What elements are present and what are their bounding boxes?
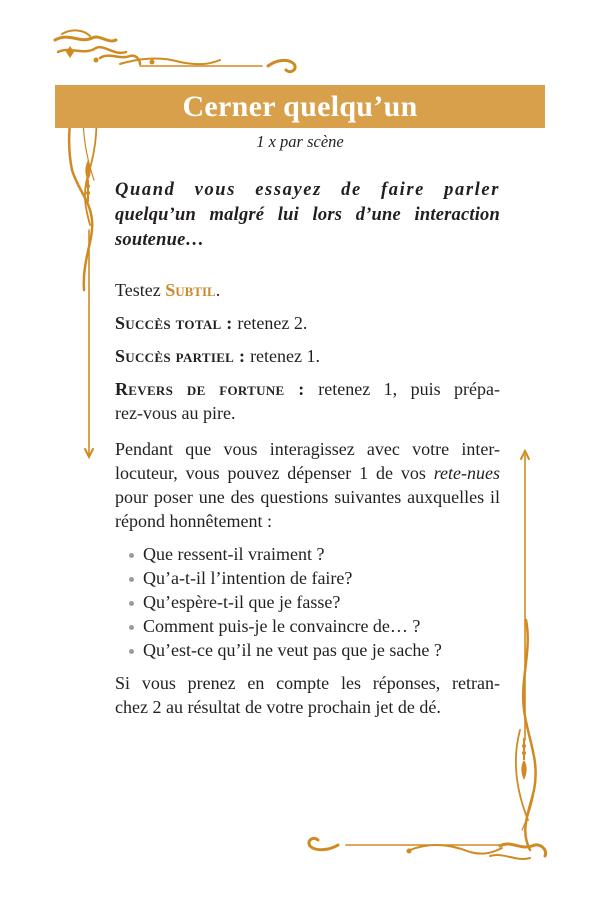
closing-line-2: chez 2 au résultat de votre prochain jet de dé. <box>115 697 441 717</box>
outcome-line-2: rez-vous au pire. <box>115 403 236 423</box>
body-emphasis: rete-nues <box>433 463 500 483</box>
question-item: Comment puis-je le convaincre de… ? <box>125 614 500 638</box>
question-list <box>125 542 500 662</box>
outcome-text: retenez 2. <box>237 313 308 333</box>
outcome-separator: : <box>284 379 319 399</box>
question-item: Qu’est-ce qu’il ne veut pas que je sache ? <box>125 638 500 662</box>
question-item: Qu’a-t-il l’intention de faire? <box>125 566 500 590</box>
question-item: Que ressent-il vraiment ? <box>125 542 500 566</box>
outcome-partial-success <box>115 344 500 368</box>
test-instruction <box>115 278 500 302</box>
closing-line-1: Si vous prenez en compte les réponses, retran- <box>115 673 500 693</box>
move-content <box>115 178 500 728</box>
body-part-2: pour poser une des questions suivantes auxquelles il répond honnêtement : <box>115 487 500 531</box>
test-prefix: Testez <box>115 280 166 300</box>
outcome-label: Revers de fortune <box>115 379 285 399</box>
stat-name: Subtil <box>165 280 216 300</box>
outcome-text: retenez 1. <box>250 346 321 366</box>
retenues-explanation <box>115 437 500 533</box>
outcome-separator: : <box>221 313 238 333</box>
outcome-line-1 <box>115 377 500 401</box>
outcome-label: Succès partiel <box>115 346 235 366</box>
outcome-text: retenez 1, puis prépa- <box>318 379 500 399</box>
outcome-separator: : <box>234 346 251 366</box>
closing-rule <box>115 671 500 719</box>
outcome-full-success <box>115 311 500 335</box>
body-part-1: Pendant que vous interagissez avec votre inter-locuteur, vous pouvez dépenser 1 de vos <box>115 439 500 483</box>
outcome-label: Succès total <box>115 313 222 333</box>
trigger-line-rest: quelqu’un malgré lui lors d’une interaction soutenue… <box>115 205 500 250</box>
move-trigger <box>115 178 500 253</box>
outcome-setback <box>115 377 500 425</box>
move-frequency: 1 x par scène <box>256 132 344 151</box>
move-title: Cerner quelqu’un <box>182 90 418 123</box>
question-item: Qu’espère-t-il que je fasse? <box>125 590 500 614</box>
trigger-line-1: Quand vous essayez de faire parler <box>115 180 500 200</box>
test-suffix: . <box>215 280 221 300</box>
